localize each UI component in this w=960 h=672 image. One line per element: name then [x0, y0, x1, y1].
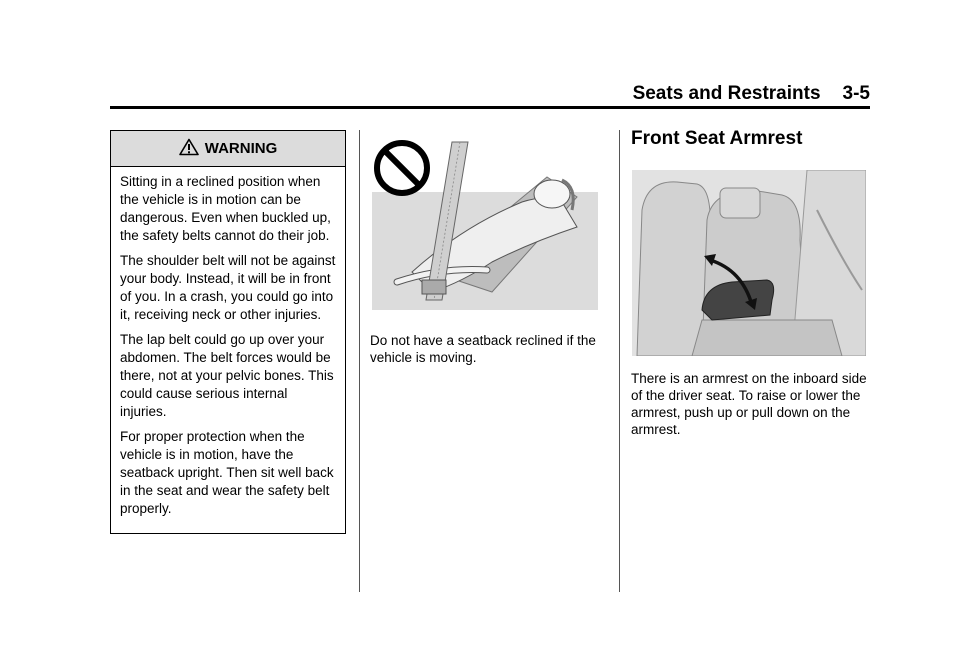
warning-box — [110, 130, 346, 534]
warning-triangle-icon — [179, 138, 199, 160]
warning-paragraph-4: For proper protection when the vehicle is in motion, have the seatback upright. Then sit well back in the seat and wear the safety belt properly. — [120, 429, 334, 516]
page-header — [560, 84, 870, 104]
page-number: 3-5 — [842, 83, 870, 104]
column-divider-right — [619, 130, 620, 592]
section-title: Seats and Restraints — [632, 83, 821, 104]
warning-header — [111, 131, 345, 167]
armrest-figure — [632, 170, 866, 356]
reclined-seat-figure — [372, 132, 598, 310]
column-divider-left — [359, 130, 360, 592]
armrest-caption: There is an armrest on the inboard side of the driver seat. To raise or lower the armrest, push up or pull down on the armrest. — [631, 371, 867, 437]
warning-paragraph-3: The lap belt could go up over your abdomen. The belt forces would be there, not at your pelvic bones. This could cause serious internal injuries. — [120, 332, 334, 419]
warning-body — [111, 167, 345, 518]
header-rule — [110, 106, 870, 109]
prohibition-icon — [377, 143, 427, 193]
armrest-section-title: Front Seat Armrest — [631, 128, 803, 149]
warning-paragraph-1: Sitting in a reclined position when the vehicle is in motion can be dangerous. Even when buckled up, the safety belts cannot do their job. — [120, 174, 331, 243]
warning-title: WARNING — [204, 140, 278, 157]
warning-paragraph-2: The shoulder belt will not be against your body. Instead, it will be in front of you. In a crash, you could go into it, receiving neck or other injuries. — [120, 253, 336, 322]
middle-caption: Do not have a seatback reclined if the vehicle is moving. — [370, 333, 596, 365]
